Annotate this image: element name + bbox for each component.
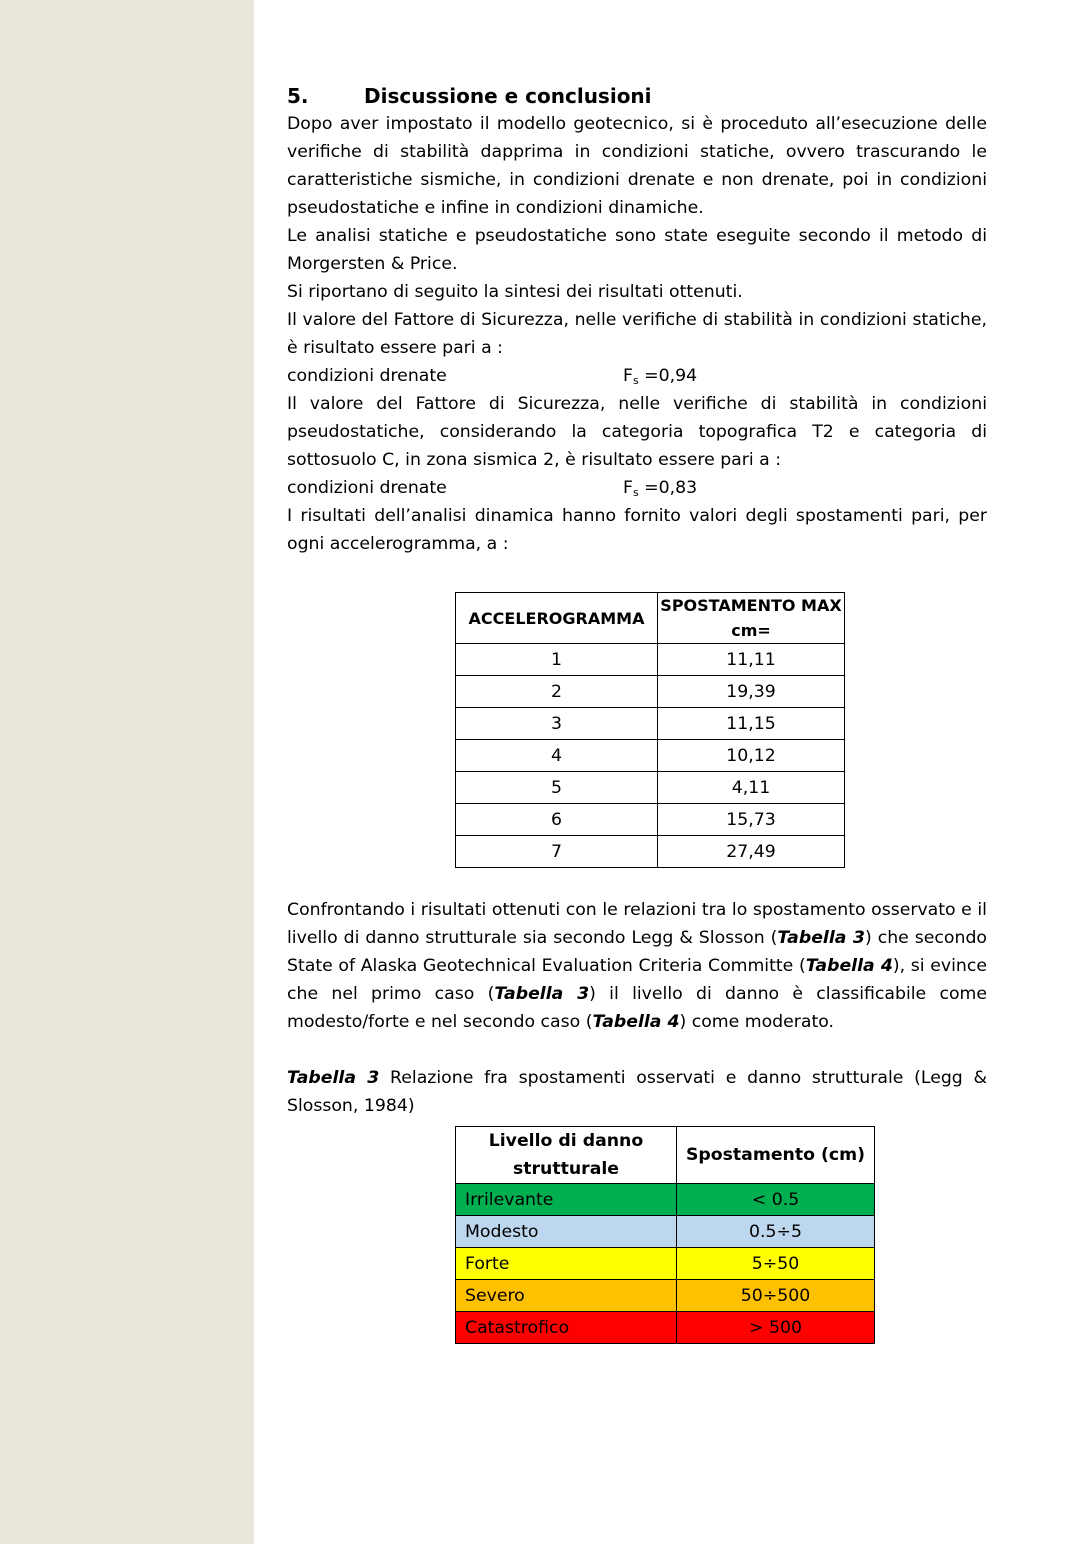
section-number: 5. bbox=[287, 84, 309, 108]
header-displacement-cm: Spostamento (cm) bbox=[677, 1127, 875, 1184]
fs-pseudo-row bbox=[287, 474, 987, 502]
table-row bbox=[456, 1248, 875, 1280]
cell-displacement: 10,12 bbox=[658, 740, 845, 772]
page-margin-band bbox=[0, 0, 254, 1544]
cell-displacement-range: < 0.5 bbox=[677, 1184, 875, 1216]
caption-text: Relazione fra spostamenti osservati e danno strutturale (Legg & Slosson, 1984) bbox=[287, 1068, 987, 1116]
cell-displacement: 15,73 bbox=[658, 804, 845, 836]
fs-static-row bbox=[287, 362, 987, 390]
header-accelerogram: ACCELEROGRAMMA bbox=[456, 593, 658, 644]
cell-accelerogram: 2 bbox=[456, 676, 658, 708]
table-row bbox=[456, 1280, 875, 1312]
paragraph-method: Le analisi statiche e pseudostatiche sono state eseguite secondo il metodo di Morgersten & Price. bbox=[287, 226, 987, 274]
paragraph-dynamic: I risultati dell’analisi dinamica hanno fornito valori degli spostamenti pari, per ogni accelerogramma, a : bbox=[287, 506, 987, 554]
cell-displacement-range: > 500 bbox=[677, 1312, 875, 1344]
cell-accelerogram: 3 bbox=[456, 708, 658, 740]
cell-displacement: 27,49 bbox=[658, 836, 845, 868]
table-row bbox=[456, 1216, 875, 1248]
table-row bbox=[456, 1312, 875, 1344]
section-heading bbox=[287, 82, 987, 110]
paragraph-conclusion: Confrontando i risultati ottenuti con le relazioni tra lo spostamento osservato e il livello di danno strutturale sia secondo Legg & Slosson (Tabella 3) che secondo State of Alaska Geotechnical Evaluation Criteria Committe (Tabella 4), si evince che nel primo caso (Tabella 3) il livello di danno è classificabile come modesto/forte e nel secondo caso (Tabella 4) come moderato. bbox=[287, 900, 988, 1032]
accelerogram-table bbox=[455, 592, 845, 868]
cell-accelerogram: 5 bbox=[456, 772, 658, 804]
paragraph-intro: Dopo aver impostato il modello geotecnico, si è proceduto all’esecuzione delle verifiche di stabilità dapprima in condizioni statiche, ovvero trascurando le caratteristiche sismiche, in condizioni drenate e non drenate, poi in condizioni pseudostatiche e infine in condizioni dinamiche. bbox=[287, 114, 987, 218]
cell-accelerogram: 4 bbox=[456, 740, 658, 772]
table-reference: Tabella 3 bbox=[777, 928, 865, 948]
cell-damage-level: Severo bbox=[456, 1280, 677, 1312]
cell-accelerogram: 7 bbox=[456, 836, 658, 868]
cell-displacement-range: 50÷500 bbox=[677, 1280, 875, 1312]
paragraph-static: Il valore del Fattore di Sicurezza, nelle verifiche di stabilità in condizioni statiche, è risultato essere pari a : bbox=[287, 310, 987, 358]
table-row bbox=[456, 740, 845, 772]
cell-displacement: 4,11 bbox=[658, 772, 845, 804]
table-row bbox=[456, 772, 845, 804]
cell-damage-level: Irrilevante bbox=[456, 1184, 677, 1216]
table-row bbox=[456, 836, 845, 868]
table-row bbox=[456, 644, 845, 676]
cell-displacement: 11,11 bbox=[658, 644, 845, 676]
table-header-row bbox=[456, 593, 845, 644]
damage-level-table bbox=[455, 1126, 875, 1344]
caption-label: Tabella 3 bbox=[287, 1068, 380, 1088]
table-row bbox=[456, 804, 845, 836]
cell-accelerogram: 1 bbox=[456, 644, 658, 676]
section-title: Discussione e conclusioni bbox=[364, 84, 652, 108]
fs-pseudo-value: $F_s =0,83$ bbox=[623, 478, 698, 499]
cell-displacement-range: 0.5÷5 bbox=[677, 1216, 875, 1248]
table-reference: Tabella 4 bbox=[805, 956, 893, 976]
fs-static-label: condizioni drenate bbox=[287, 366, 447, 386]
table-reference: Tabella 4 bbox=[592, 1012, 680, 1032]
cell-damage-level: Forte bbox=[456, 1248, 677, 1280]
table-row bbox=[456, 708, 845, 740]
cell-damage-level: Modesto bbox=[456, 1216, 677, 1248]
fs-pseudo-label: condizioni drenate bbox=[287, 478, 447, 498]
header-displacement: SPOSTAMENTO MAX cm= bbox=[658, 593, 845, 644]
header-damage-level: Livello di danno strutturale bbox=[456, 1127, 677, 1184]
paragraph-pseudostatic: Il valore del Fattore di Sicurezza, nelle verifiche di stabilità in condizioni pseudostatiche, considerando la categoria topografica T2 e categoria di sottosuolo C, in zona sismica 2, è risultato essere pari a : bbox=[287, 394, 987, 470]
cell-displacement-range: 5÷50 bbox=[677, 1248, 875, 1280]
document-body bbox=[287, 82, 987, 1344]
cell-displacement: 19,39 bbox=[658, 676, 845, 708]
table-row bbox=[456, 676, 845, 708]
paragraph-summary: Si riportano di seguito la sintesi dei risultati ottenuti. bbox=[287, 282, 743, 302]
table-row bbox=[456, 1184, 875, 1216]
table-caption bbox=[287, 1064, 987, 1120]
fs-static-value: $F_s =0,94$ bbox=[623, 366, 698, 387]
table-reference: Tabella 3 bbox=[494, 984, 590, 1004]
table-header-row bbox=[456, 1127, 875, 1184]
cell-damage-level: Catastrofico bbox=[456, 1312, 677, 1344]
cell-accelerogram: 6 bbox=[456, 804, 658, 836]
cell-displacement: 11,15 bbox=[658, 708, 845, 740]
